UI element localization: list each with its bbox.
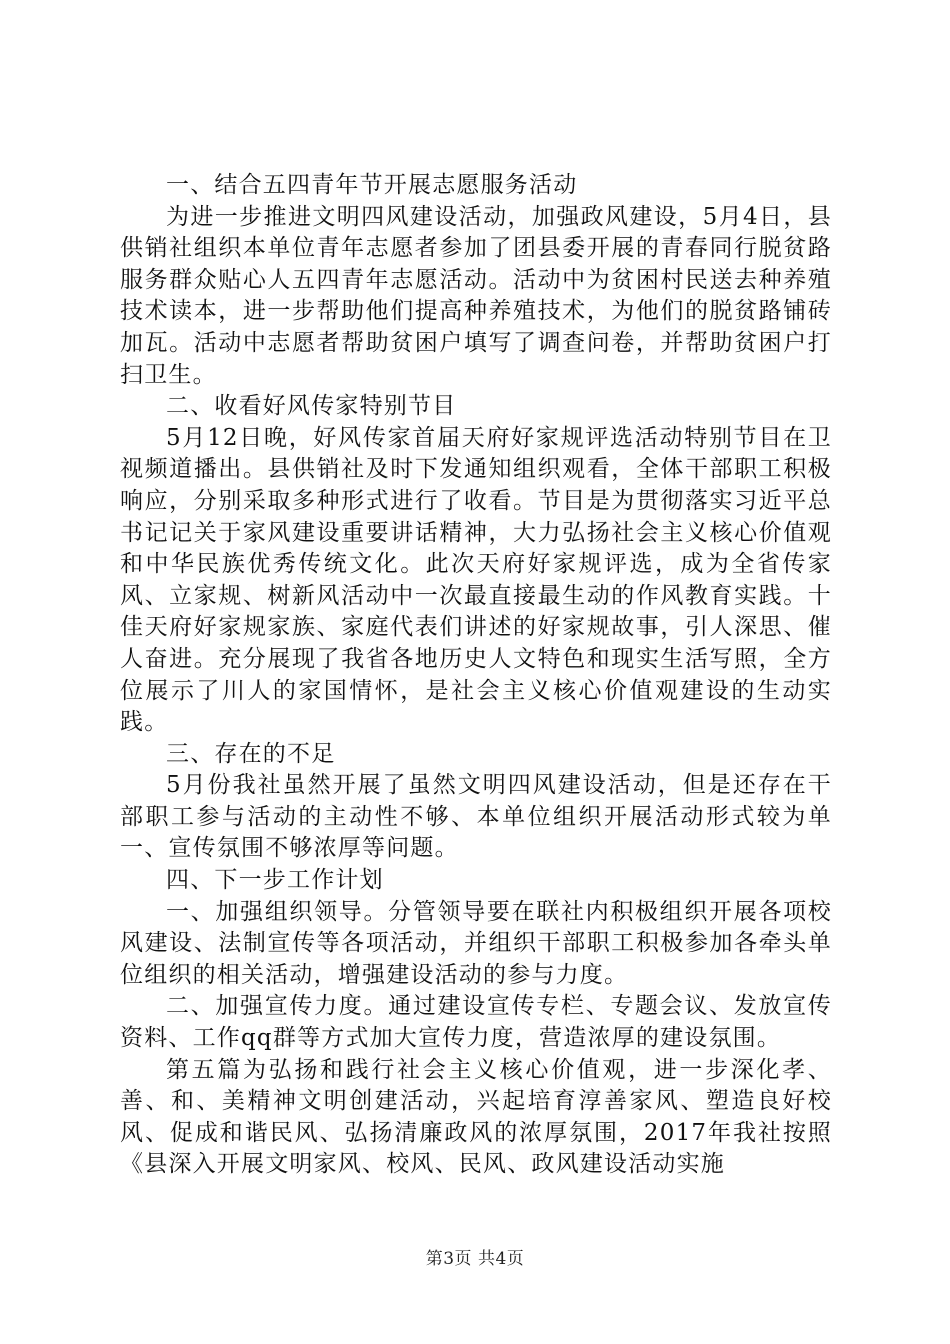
section-heading-1: 一、结合五四青年节开展志愿服务活动 [166,172,578,198]
page-number-footer: 第3页 共4页 [425,1249,525,1269]
paragraph-volunteer-activity: 为进一步推进文明四风建设活动，加强政风建设，5月4日，县供销社组织本单位青年志愿者参加了团县委开展的青春同行脱贫路服务群众贴心人五四青年志愿活动。活动中为贫困村民送去种养殖技术读本，进一步帮助他们提高种养殖技术，为他们的脱贫路铺砖加瓦。活动中志愿者帮助贫困户填写了调查问卷，并帮助贫困户打扫卫生。 [120,203,832,388]
section-heading-3: 三、存在的不足 [166,740,336,767]
paragraph-plan-publicity: 二、加强宣传力度。通过建设宣传专栏、专题会议、发放宣传资料、工作qq群等方式加大宣传力度，营造浓厚的建设氛围。 [120,993,832,1052]
document-body [120,170,832,1181]
paragraph-plan-leadership: 一、加强组织领导。分管领导要在联社内积极组织开展各项校风建设、法制宣传等各项活动，并组织干部职工积极参加各牵头单位组织的相关活动，增强建设活动的参与力度。 [120,898,832,988]
paragraph-shortcomings: 5月份我社虽然开展了虽然文明四风建设活动，但是还存在干部职工参与活动的主动性不够、本单位组织开展活动形式较为单一、宣传氛围不够浓厚等问题。 [120,772,832,862]
section-heading-4: 四、下一步工作计划 [166,867,384,894]
section-heading-2: 二、收看好风传家特别节目 [166,393,457,420]
paragraph-fifth-article: 第五篇为弘扬和践行社会主义核心价值观，进一步深化孝、善、和、美精神文明创建活动，兴起培育淳善家风、塑造良好校风、促成和谐民风、弘扬清廉政风的浓厚氛围，2017年我社按照《县深入开展文明家风、校风、民风、政风建设活动实施 [120,1056,832,1178]
paragraph-tv-program: 5月12日晚，好风传家首届天府好家规评选活动特别节目在卫视频道播出。县供销社及时下发通知组织观看，全体干部职工积极响应，分别采取多种形式进行了收看。节目是为贯彻落实习近平总书记记关于家风建设重要讲话精神，大力弘扬社会主义核心价值观和中华民族优秀传统文化。此次天府好家规评选，成为全省传家风、立家规、树新风活动中一次最直接最生动的作风教育实践。十佳天府好家规家族、家庭代表们讲述的好家规故事，引人深思、催人奋进。充分展现了我省各地历史人文特色和现实生活写照，全方位展示了川人的家国情怀，是社会主义核心价值观建设的生动实践。 [120,424,832,736]
